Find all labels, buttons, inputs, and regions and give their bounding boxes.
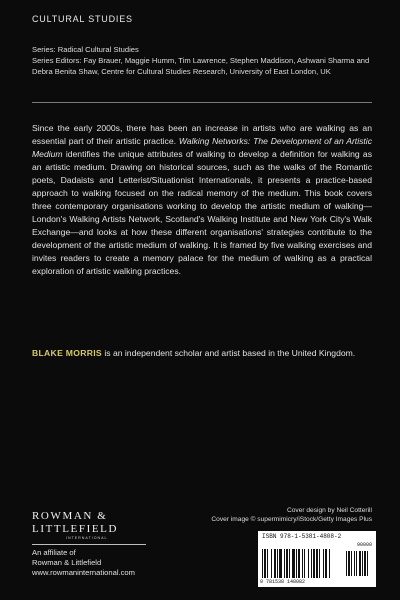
affiliate-line2: Rowman & Littlefield	[32, 558, 102, 567]
series-editors: Series Editors: Fay Brauer, Maggie Humm, Tim Lawrence, Stephen Maddison, Ashwani Sharma and Debra Benita Shaw, Centre for Cultural Studies Research, University of East London, UK	[32, 56, 370, 77]
divider	[32, 102, 372, 103]
section-label: CULTURAL STUDIES	[32, 14, 133, 24]
author-name: BLAKE MORRIS	[32, 348, 102, 358]
affiliate-line1: An affiliate of	[32, 548, 76, 557]
barcode-digits: 9 781538 148082	[260, 579, 306, 585]
series-info	[32, 44, 372, 78]
publisher-block	[32, 510, 172, 578]
publisher-logo-line1: ROWMAN &	[32, 510, 108, 522]
barcode	[258, 531, 376, 587]
cover-design-credit: Cover design by Neil Cotterill	[286, 507, 372, 514]
description-intro: Since the early 2000s, there has been an increase in artists who are walking as an essential part of their artistic practice.	[32, 123, 372, 146]
publisher-logo-sub: INTERNATIONAL	[66, 536, 108, 540]
book-title: Walking Networks: The Development of an Artistic Medium	[32, 136, 372, 159]
book-description	[32, 122, 372, 278]
author-bio-text: is an independent scholar and artist based in the United Kingdom.	[101, 348, 356, 358]
price-code: 90000	[356, 542, 372, 548]
description-body: identifies the unique attributes of walking to develop a definition for walking as an artistic medium. Drawing on historical sources, such as the walks of the Romantic poets, Dadaists and Letterist/Situationist Internationals, it presents a practice-based approach to walking focused on the radical memory of the medium. This book covers three contemporary organisations working to develop the artistic medium of walking—London's Walking Artists Network, Scotland's Walking Institute and New York City's Walk Exchange—and looks at how these different organisations' strategies contribute to the development of the artistic medium of walking. It is framed by five walking exercises and invites readers to create a memory palace for the medium of walking as a practical exploration of artistic walking practices.	[32, 149, 372, 276]
publisher-logo-line2: LITTLEFIELD	[32, 523, 119, 535]
publisher-logo-rule	[32, 544, 146, 545]
cover-credits	[162, 506, 372, 525]
publisher-website[interactable]: www.rowmaninternational.com	[32, 568, 135, 577]
series-name: Series: Radical Cultural Studies	[32, 45, 139, 54]
isbn-label: ISBN 978-1-5381-4808-2	[262, 533, 342, 540]
cover-image-credit: Cover image © supermimicry/iStock/Getty Images Plus	[211, 516, 372, 524]
author-bio	[32, 347, 372, 360]
